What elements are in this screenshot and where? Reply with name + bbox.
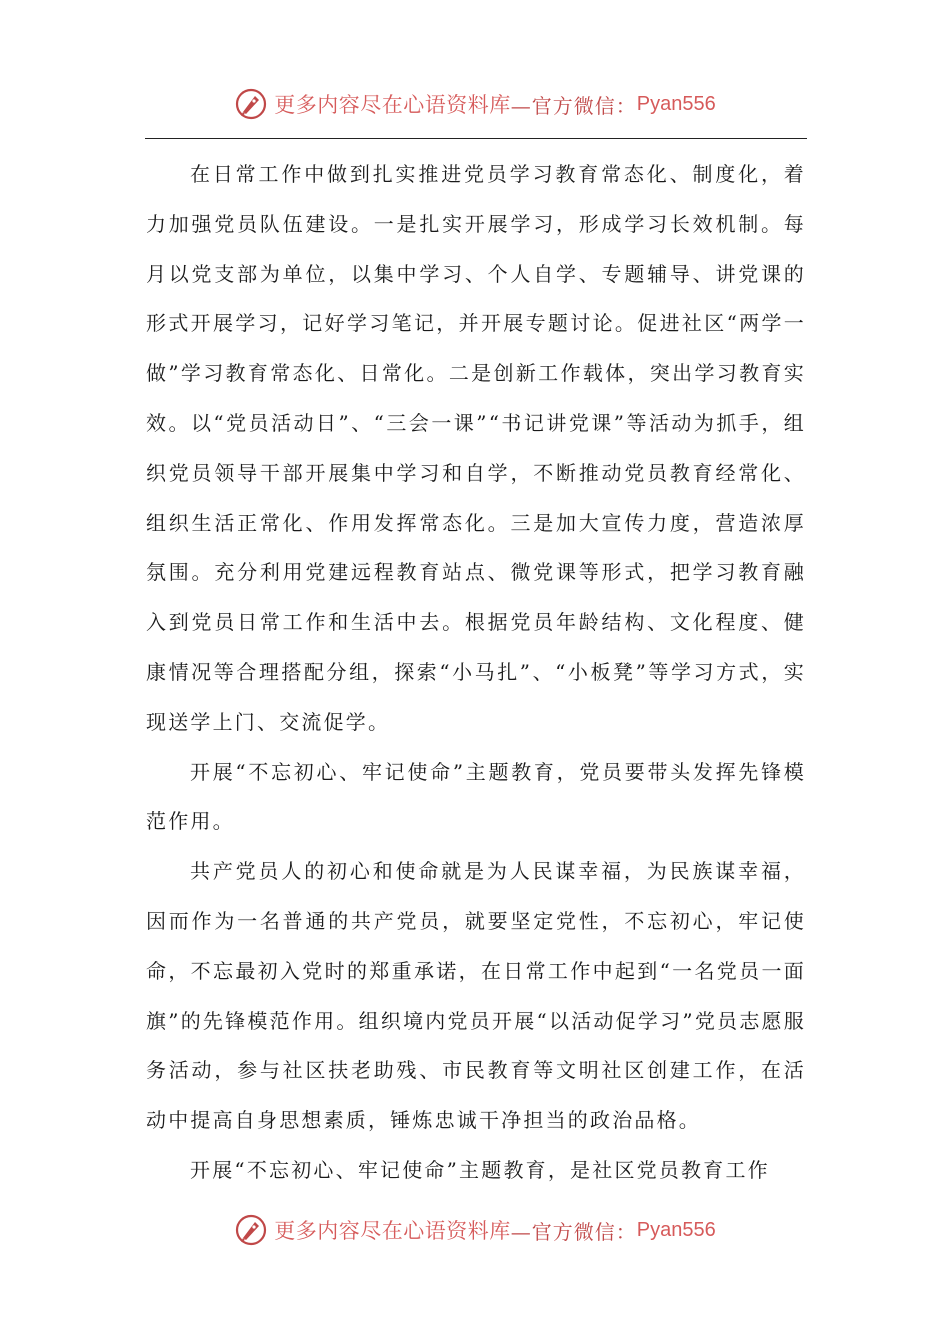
wechat-id: Pyan556 <box>636 1218 716 1241</box>
paragraph: 开展“不忘初心、牢记使命”主题教育，是社区党员教育工作 <box>190 1157 770 1182</box>
document-body <box>146 150 806 1196</box>
banner-separator: —官方微信： <box>510 93 637 118</box>
banner-text: 更多内容尽在心语资料库 <box>274 1219 511 1243</box>
pen-nib-logo-icon <box>234 1213 268 1247</box>
paragraph: 在日常工作中做到扎实推进党员学习教育常态化、制度化，着力加强党员队伍建设。一是扎实开展学习，形成学习长效机制。每月以党支部为单位，以集中学习、个人自学、专题辅导、讲党课的形式开展学习，记好学习笔记，并开展专题讨论。促进社区“两学一做”学习教育常态化、日常化。二是创新工作载体，突出学习教育实效。以“党员活动日”、“三会一课”“书记讲党课”等活动为抓手，组织党员领导干部开展集中学习和自学，不断推动党员教育经常化、组织生活正常化、作用发挥常态化。三是加大宣传力度，营造浓厚氛围。充分利用党建远程教育站点、微党课等形式，把学习教育融入到党员日常工作和生活中去。根据党员年龄结构、文化程度、健康情况等合理搭配分组，探索“小马扎”、“小板凳”等学习方式，实现送学上门、交流促学。 <box>146 162 806 734</box>
header-banner <box>0 82 950 126</box>
paragraph: 共产党员人的初心和使命就是为人民谋幸福，为民族谋幸福，因而作为一名普通的共产党员，就要坚定党性，不忘初心，牢记使命，不忘最初入党时的郑重承诺，在日常工作中起到“一名党员一面旗”的先锋模范作用。组织境内党员开展“以活动促学习”党员志愿服务活动，参与社区扶老助残、市民教育等文明社区创建工作，在活动中提高自身思想素质，锤炼忠诚干净担当的政治品格。 <box>146 859 806 1133</box>
footer-banner <box>0 1208 950 1252</box>
paragraph: 开展“不忘初心、牢记使命”主题教育，党员要带头发挥先锋模范作用。 <box>146 759 806 834</box>
wechat-id: Pyan556 <box>636 92 716 115</box>
banner-separator: —官方微信： <box>510 1219 637 1244</box>
header-divider <box>145 138 807 139</box>
pen-nib-logo-icon <box>234 87 268 121</box>
banner-text: 更多内容尽在心语资料库 <box>274 93 511 117</box>
